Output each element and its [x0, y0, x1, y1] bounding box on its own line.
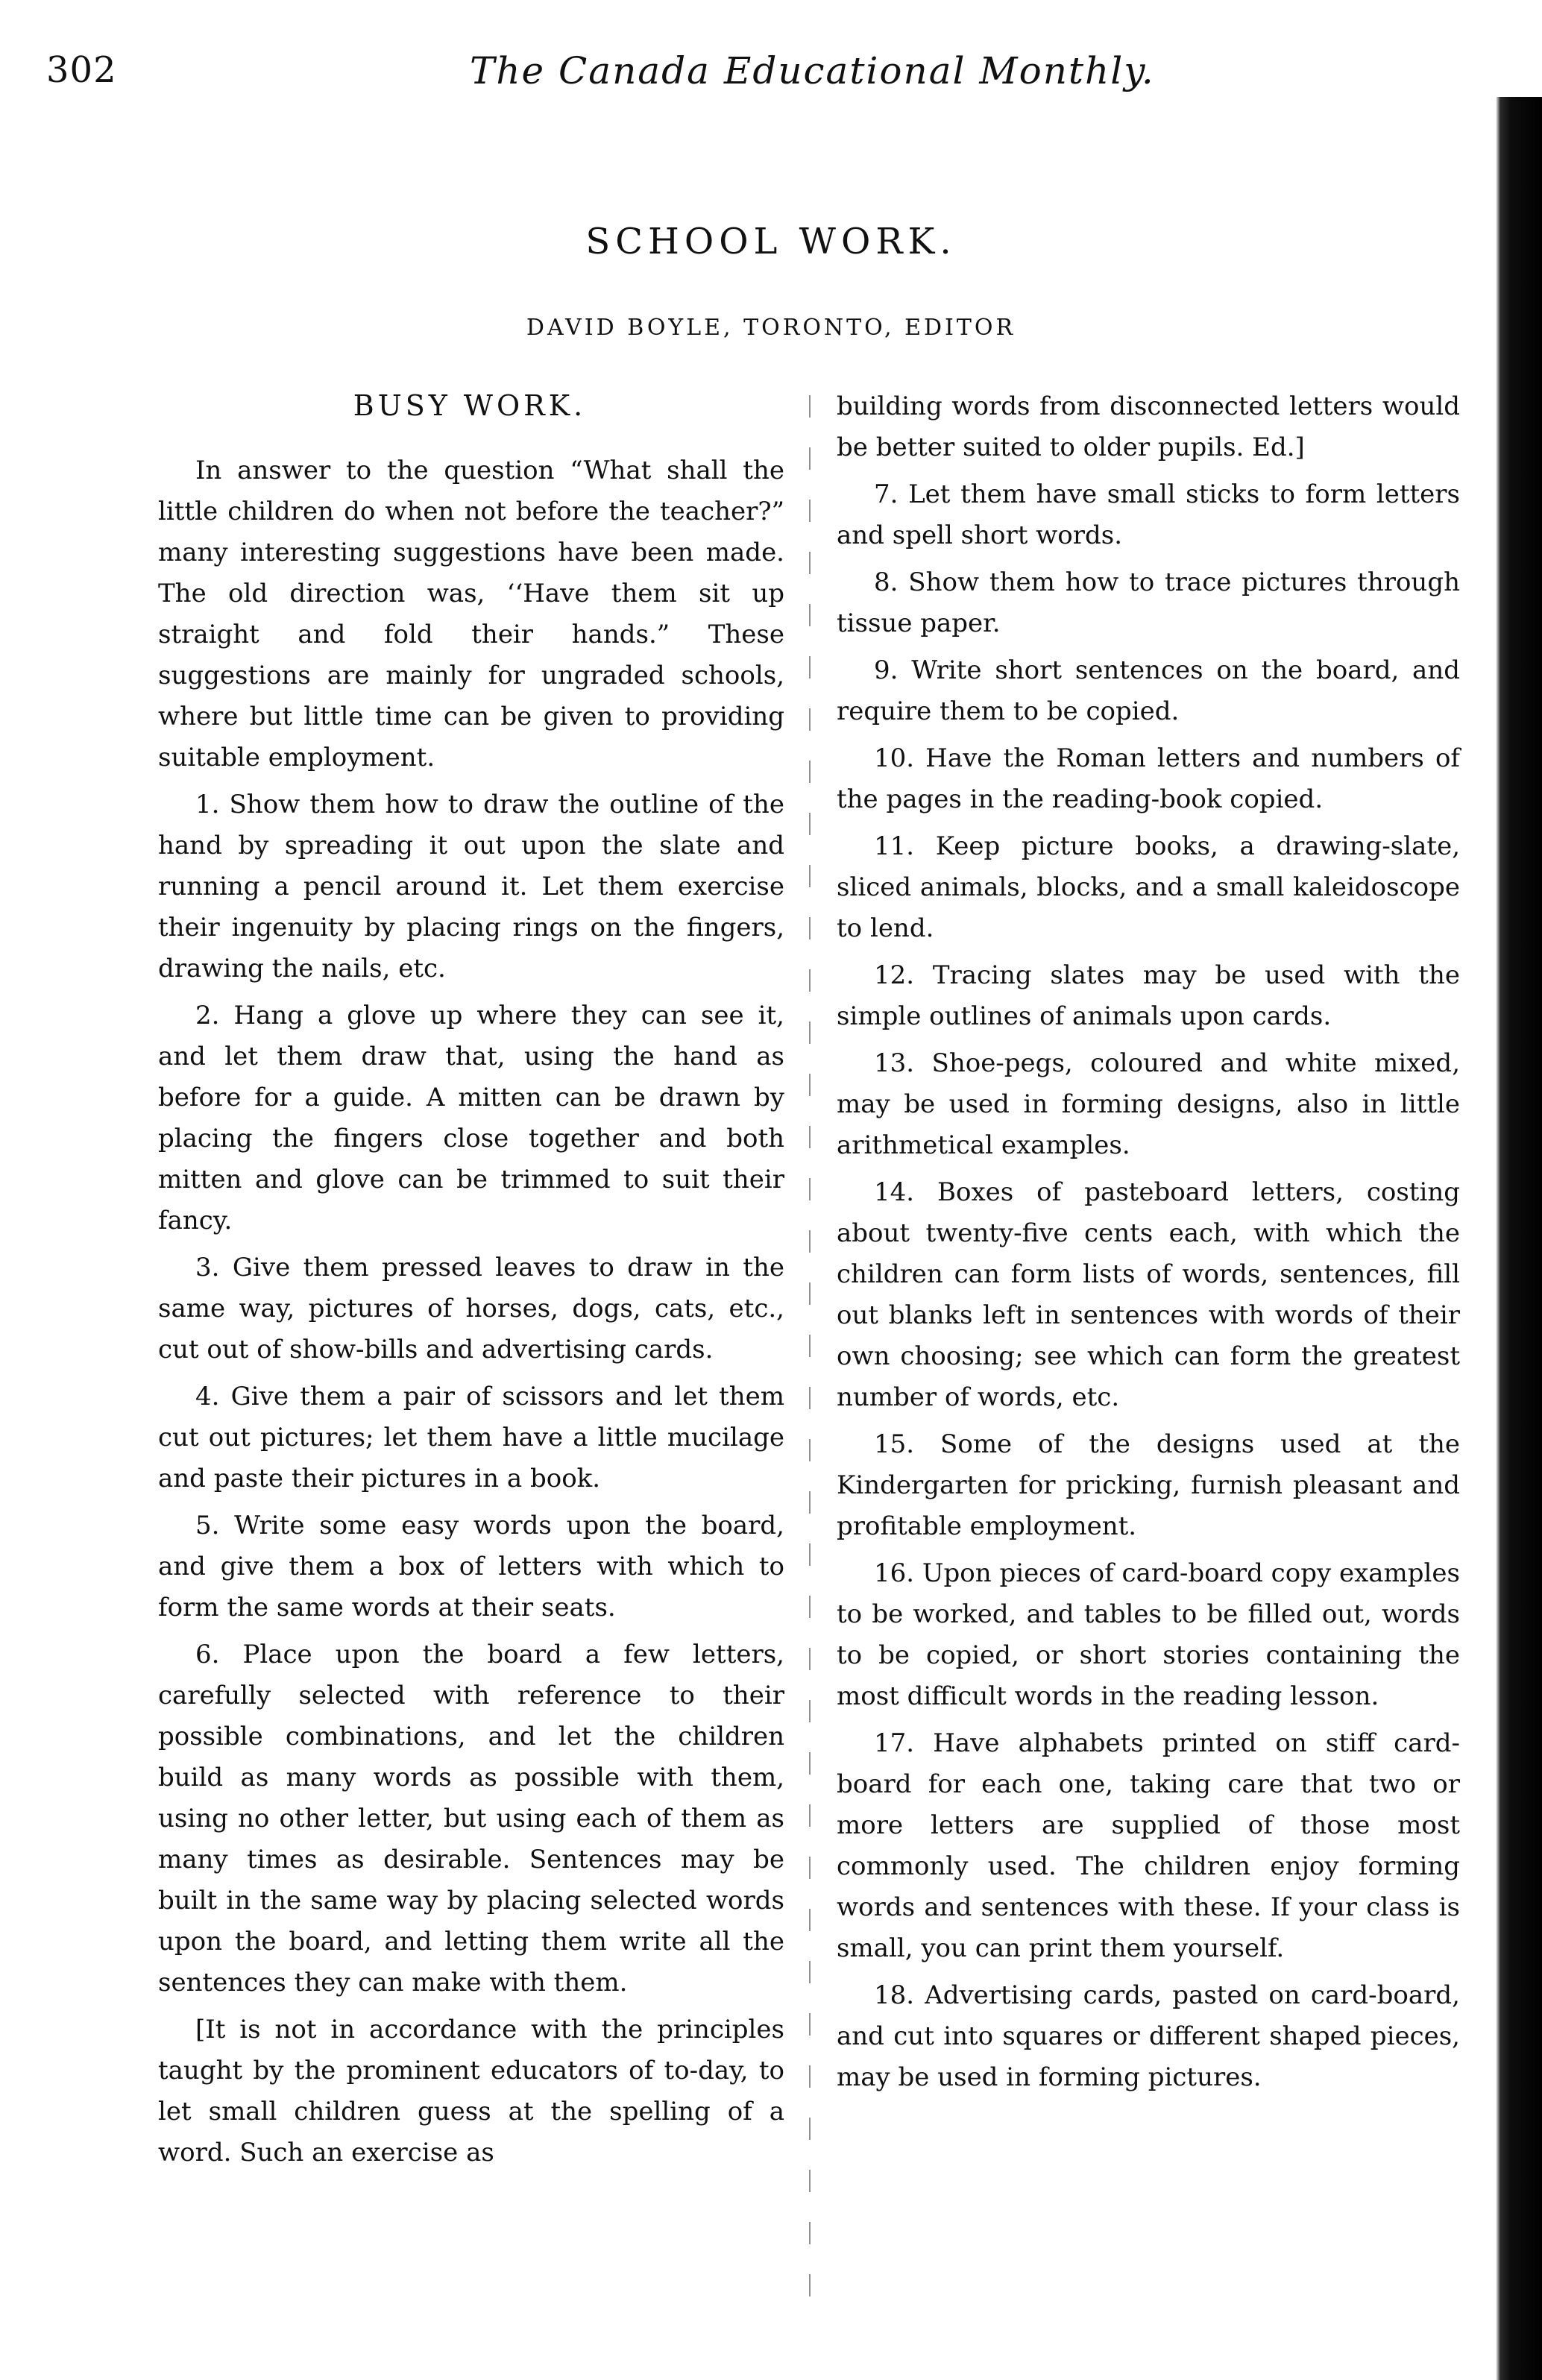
paragraph-item-16: 16. Upon pieces of card-board copy examples to be worked, and tables to be filled out, words to be copied, or short stories containing the most difficult words in the reading lesson. [837, 1558, 1460, 1711]
paragraph-item-10: 10. Have the Roman letters and numbers of the pages in the reading-book copied. [837, 743, 1460, 814]
running-title: The Canada Educational Monthly. [470, 49, 1155, 92]
paragraph-item-4: 4. Give them a pair of scissors and let them cut out pictures; let them have a little mucilage and paste their pictures in a book. [158, 1382, 784, 1493]
paragraph-item-2: 2. Hang a glove up where they can see it, and let them draw that, using the hand as before for a guide. A mitten can be drawn by placing the fingers close together and both mitten and glove can be trimmed to suit their fancy. [158, 1001, 784, 1235]
left-column [158, 450, 784, 2179]
paragraph-editor-note-continued: building words from disconnected letters would be better suited to older pupils. Ed.] [837, 391, 1460, 462]
paragraph-item-13: 13. Shoe-pegs, coloured and white mixed, may be used in forming designs, also in little arithmetical examples. [837, 1048, 1460, 1160]
paragraph-item-11: 11. Keep picture books, a drawing-slate, sliced animals, blocks, and a small kaleidoscope to lend. [837, 831, 1460, 943]
paragraph-item-7: 7. Let them have small sticks to form letters and spell short words. [837, 479, 1460, 550]
scan-binding-edge [1496, 97, 1542, 2380]
page-number: 302 [46, 49, 117, 91]
paragraph-item-14: 14. Boxes of pasteboard letters, costing about twenty-five cents each, with which the children can form lists of words, sentences, fill out blanks left in sentences with words of their own choosing; see which can form the greatest number of words, etc. [837, 1177, 1460, 1412]
paragraph-editor-note: [It is not in accordance with the principles taught by the prominent educators of to-day, to let small children guess at the spelling of a word. Such an exercise as [158, 2015, 784, 2168]
right-column [837, 386, 1460, 2104]
article-title: BUSY WORK. [353, 389, 587, 422]
paragraph-item-6: 6. Place upon the board a few letters, carefully selected with reference to their possible combinations, and let the children build as many words as possible with them, using no other letter, but using each of them as many times as desirable. Sentences may be built in the same way by placing selected words upon the board, and letting them write all the sentences they can make with them. [158, 1640, 784, 1998]
paragraph-item-12: 12. Tracing slates may be used with the simple outlines of animals upon cards. [837, 960, 1460, 1031]
paragraph-item-15: 15. Some of the designs used at the Kindergarten for pricking, furnish pleasant and profitable employment. [837, 1429, 1460, 1541]
paragraph-item-9: 9. Write short sentences on the board, and require them to be copied. [837, 655, 1460, 726]
paragraph-item-8: 8. Show them how to trace pictures through tissue paper. [837, 567, 1460, 638]
column-divider [809, 395, 811, 2304]
section-title: SCHOOL WORK. [585, 221, 957, 262]
paragraph-item-1: 1. Show them how to draw the outline of the hand by spreading it out upon the slate and running a pencil around it. Let them exercise their ingenuity by placing rings on the fingers, drawing the nails, etc. [158, 790, 784, 983]
paragraph-item-5: 5. Write some easy words upon the board, and give them a box of letters with which to form the same words at their seats. [158, 1511, 784, 1622]
paragraph-intro: In answer to the question “What shall the little children do when not before the teacher?” many interesting suggestions have been made. The old direction was, ‘‘Have them sit up straight and fold their hands.” These suggestions are mainly for ungraded schools, where but little time can be given to providing suitable employment. [158, 456, 784, 772]
paragraph-item-18: 18. Advertising cards, pasted on card-board, and cut into squares or different shaped pieces, may be used in forming pictures. [837, 1980, 1460, 2092]
paragraph-item-3: 3. Give them pressed leaves to draw in the same way, pictures of horses, dogs, cats, etc., cut out of show-bills and advertising cards. [158, 1253, 784, 1364]
paragraph-item-17: 17. Have alphabets printed on stiff card-board for each one, taking care that two or more letters are supplied of those most commonly used. The children enjoy forming words and sentences with these. If your class is small, you can print them yourself. [837, 1728, 1460, 1963]
editor-line: DAVID BOYLE, TORONTO, EDITOR [526, 315, 1016, 341]
